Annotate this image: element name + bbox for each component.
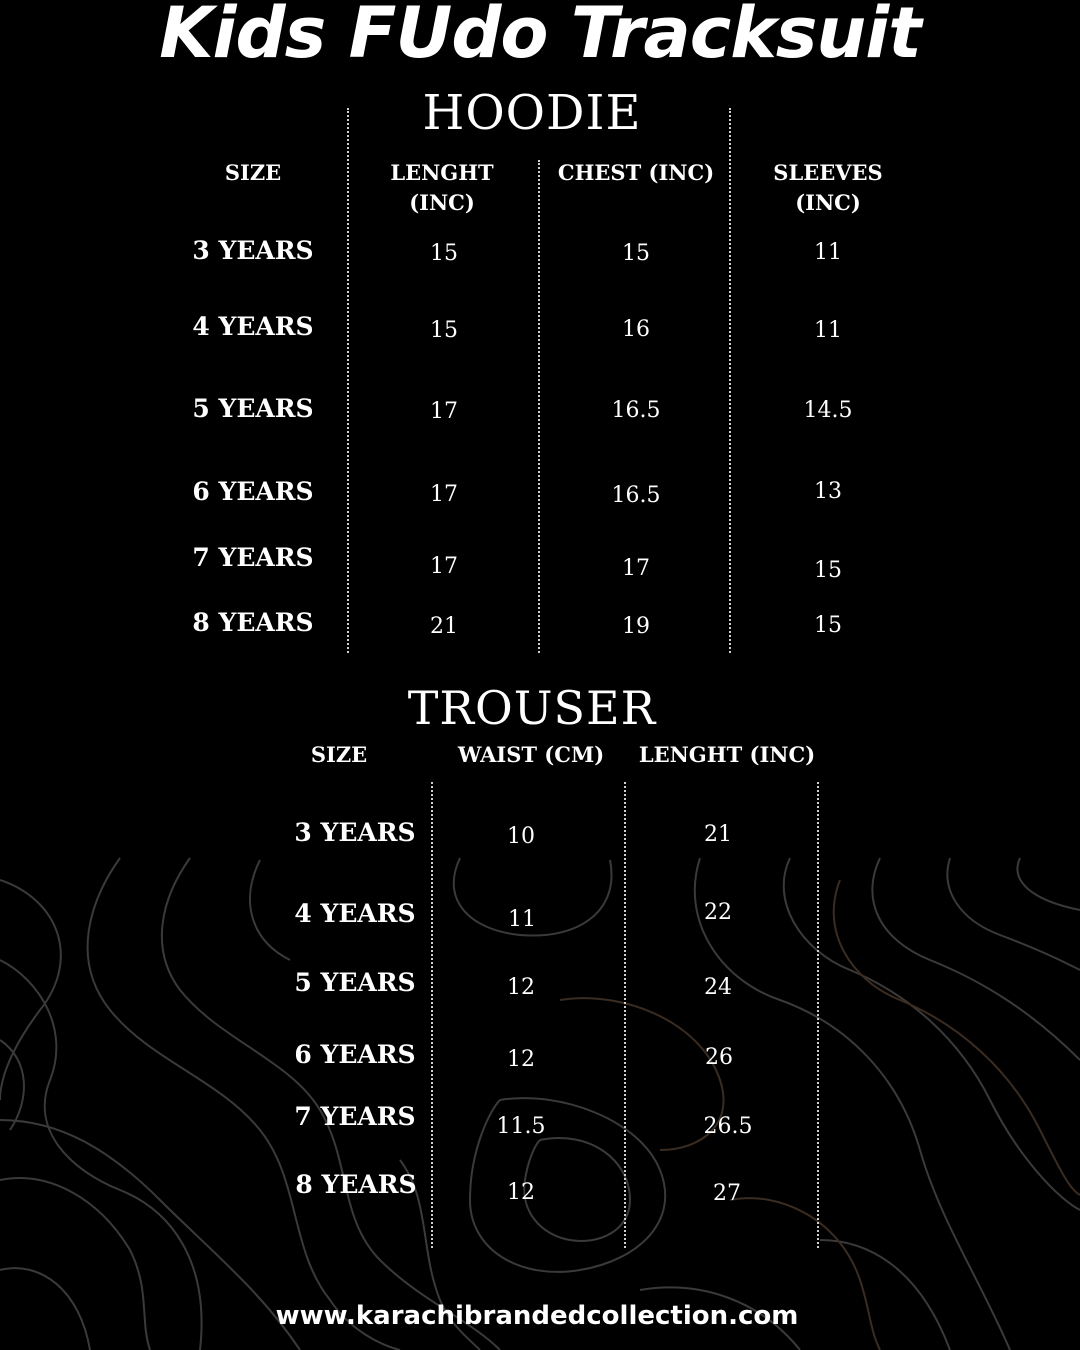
hoodie-row-length: 17: [430, 399, 458, 424]
hoodie-row-chest: 16: [622, 317, 650, 342]
hoodie-divider-2: [538, 160, 540, 653]
trouser-row-waist: 10: [507, 824, 535, 849]
trouser-row-length: 22: [704, 900, 732, 925]
hoodie-row-sleeves: 15: [814, 558, 842, 583]
hoodie-row-length: 15: [430, 241, 458, 266]
trouser-row-length: 26.5: [703, 1114, 753, 1139]
hoodie-row-chest: 16.5: [611, 398, 661, 423]
hoodie-row-sleeves: 14.5: [803, 398, 853, 423]
trouser-header-waist: WAIST (CM): [457, 742, 605, 767]
hoodie-header-size: SIZE: [224, 160, 282, 185]
hoodie-row-size: 4 YEARS: [192, 312, 314, 341]
hoodie-row-chest: 17: [622, 556, 650, 581]
trouser-row-size: 6 YEARS: [294, 1040, 416, 1069]
hoodie-header-sleeves: SLEEVES (INC): [773, 160, 883, 215]
page-title: Kids FUdo Tracksuit: [159, 0, 921, 74]
hoodie-row-sleeves: 15: [814, 613, 842, 638]
hoodie-row-sleeves: 11: [814, 318, 842, 343]
hoodie-row-chest: 16.5: [611, 483, 661, 508]
hoodie-row-sleeves: 13: [814, 479, 842, 504]
trouser-row-length: 26: [705, 1045, 733, 1070]
hoodie-row-length: 15: [430, 318, 458, 343]
hoodie-row-size: 3 YEARS: [192, 236, 314, 265]
hoodie-row-size: 6 YEARS: [192, 477, 314, 506]
trouser-row-waist: 12: [507, 1180, 535, 1205]
trouser-row-length: 27: [713, 1181, 741, 1206]
trouser-row-waist: 12: [507, 975, 535, 1000]
trouser-row-size: 3 YEARS: [294, 818, 416, 847]
hoodie-heading: HOODIE: [422, 85, 642, 141]
hoodie-row-size: 8 YEARS: [192, 608, 314, 637]
trouser-row-waist: 11.5: [496, 1114, 546, 1139]
trouser-header-size: SIZE: [310, 742, 368, 767]
hoodie-row-size: 5 YEARS: [192, 394, 314, 423]
trouser-row-waist: 12: [507, 1047, 535, 1072]
trouser-row-size: 5 YEARS: [294, 968, 416, 997]
hoodie-divider-3: [729, 108, 731, 653]
hoodie-header-chest: CHEST (INC): [557, 160, 715, 185]
trouser-row-size: 4 YEARS: [294, 899, 416, 928]
hoodie-header-length: LENGHT (INC): [390, 160, 494, 215]
trouser-divider-2: [624, 782, 626, 1248]
trouser-heading: TROUSER: [407, 681, 657, 735]
hoodie-row-chest: 19: [622, 614, 650, 639]
trouser-divider-3: [817, 782, 819, 1248]
hoodie-row-length: 17: [430, 482, 458, 507]
hoodie-row-length: 21: [430, 614, 458, 639]
hoodie-row-size: 7 YEARS: [192, 543, 314, 572]
trouser-row-size: 8 YEARS: [295, 1170, 417, 1199]
trouser-row-length: 21: [704, 822, 732, 847]
hoodie-row-length: 17: [430, 554, 458, 579]
website-url: www.karachibrandedcollection.com: [275, 1301, 799, 1331]
trouser-row-size: 7 YEARS: [294, 1102, 416, 1131]
trouser-row-waist: 11: [508, 907, 536, 932]
trouser-row-length: 24: [704, 975, 732, 1000]
hoodie-row-chest: 15: [622, 241, 650, 266]
trouser-header-length: LENGHT (INC): [638, 742, 816, 767]
hoodie-row-sleeves: 11: [814, 240, 842, 265]
